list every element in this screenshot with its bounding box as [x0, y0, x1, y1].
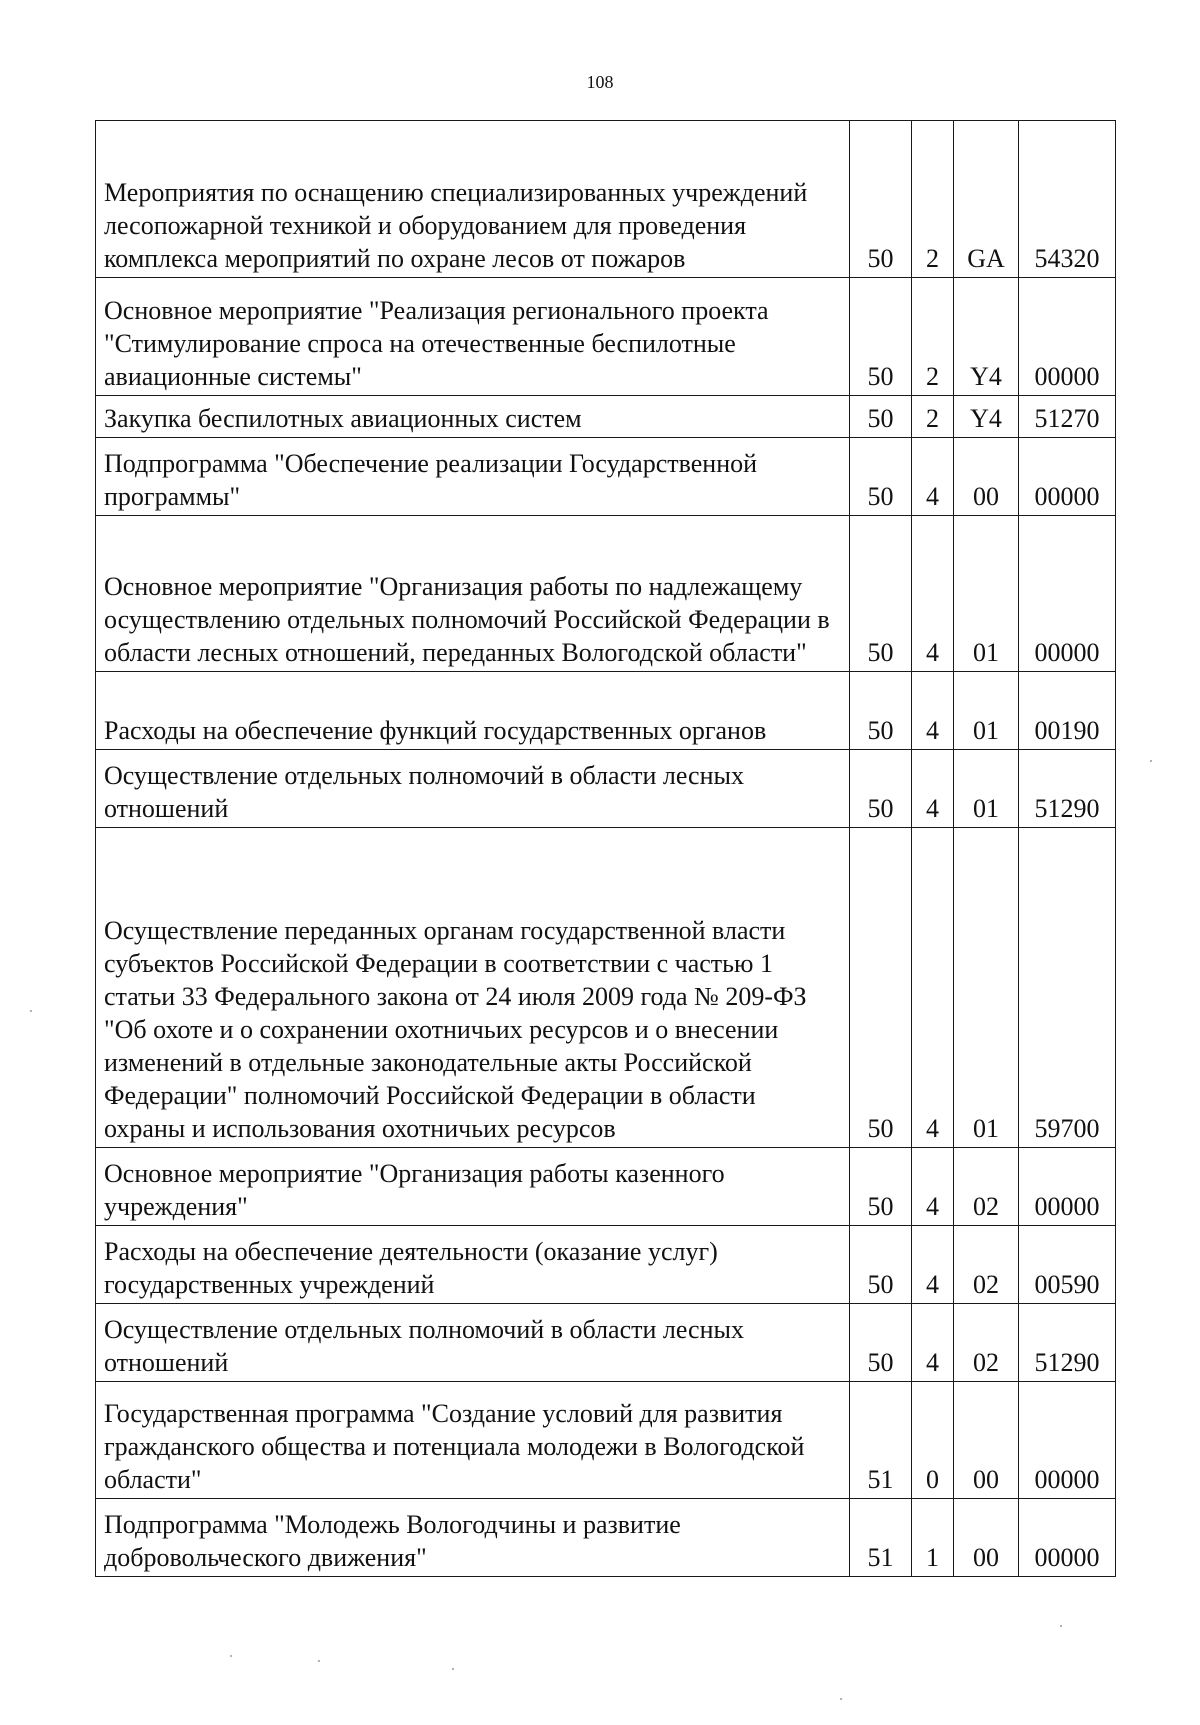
code-subprogram: 4	[912, 828, 954, 1148]
table-row	[96, 1304, 1116, 1382]
page-number: 108	[586, 72, 614, 92]
code-program: 50	[850, 1304, 912, 1382]
code-subprogram: 4	[912, 672, 954, 750]
code-event: 02	[954, 1148, 1019, 1226]
code-subprogram: 2	[912, 121, 954, 278]
table-row	[96, 1499, 1116, 1577]
row-description: Осуществление отдельных полномочий в области лесных отношений	[96, 750, 850, 828]
code-event: 00	[954, 1382, 1019, 1499]
code-subprogram: 2	[912, 396, 954, 438]
code-program: 51	[850, 1499, 912, 1577]
scan-speck	[318, 1660, 320, 1662]
code-direction: 00000	[1019, 278, 1116, 396]
budget-classification-table	[95, 120, 1116, 1577]
code-event: Y4	[954, 396, 1019, 438]
code-direction: 00190	[1019, 672, 1116, 750]
row-description: Осуществление отдельных полномочий в области лесных отношений	[96, 1304, 850, 1382]
row-description: Мероприятия по оснащению специализированных учреждений лесопожарной техникой и оборудованием для проведения комплекса мероприятий по охране лесов от пожаров	[96, 121, 850, 278]
table-row	[96, 121, 1116, 278]
row-description: Подпрограмма "Молодежь Вологодчины и развитие добровольческого движения"	[96, 1499, 850, 1577]
code-program: 50	[850, 396, 912, 438]
table-row	[96, 1148, 1116, 1226]
row-description: Основное мероприятие "Организация работы по надлежащему осуществлению отдельных полномочий Российской Федерации в области лесных отношений, переданных Вологодской области"	[96, 516, 850, 672]
code-direction: 00000	[1019, 1148, 1116, 1226]
code-event: 01	[954, 516, 1019, 672]
code-subprogram: 2	[912, 278, 954, 396]
row-description: Расходы на обеспечение деятельности (оказание услуг) государственных учреждений	[96, 1226, 850, 1304]
code-direction: 59700	[1019, 828, 1116, 1148]
table-row	[96, 438, 1116, 516]
code-event: 00	[954, 438, 1019, 516]
row-description: Основное мероприятие "Организация работы казенного учреждения"	[96, 1148, 850, 1226]
table-row	[96, 278, 1116, 396]
scan-speck	[452, 1668, 454, 1670]
code-event: 02	[954, 1304, 1019, 1382]
code-program: 50	[850, 672, 912, 750]
row-description: Основное мероприятие "Реализация регионального проекта "Стимулирование спроса на отечественные беспилотные авиационные системы"	[96, 278, 850, 396]
scan-speck	[1150, 760, 1152, 762]
code-event: 01	[954, 828, 1019, 1148]
row-description: Подпрограмма "Обеспечение реализации Государственной программы"	[96, 438, 850, 516]
code-direction: 00000	[1019, 438, 1116, 516]
table-row	[96, 828, 1116, 1148]
table-row	[96, 516, 1116, 672]
table-row	[96, 750, 1116, 828]
code-program: 50	[850, 516, 912, 672]
code-direction: 51290	[1019, 1304, 1116, 1382]
code-subprogram: 4	[912, 1226, 954, 1304]
code-program: 50	[850, 828, 912, 1148]
code-direction: 51290	[1019, 750, 1116, 828]
row-description: Расходы на обеспечение функций государственных органов	[96, 672, 850, 750]
code-subprogram: 4	[912, 438, 954, 516]
code-event: 01	[954, 750, 1019, 828]
code-event: 02	[954, 1226, 1019, 1304]
code-direction: 00000	[1019, 1382, 1116, 1499]
code-program: 51	[850, 1382, 912, 1499]
code-program: 50	[850, 750, 912, 828]
scan-speck	[230, 1655, 232, 1657]
code-subprogram: 4	[912, 1304, 954, 1382]
code-direction: 00590	[1019, 1226, 1116, 1304]
code-subprogram: 4	[912, 516, 954, 672]
table-row	[96, 1226, 1116, 1304]
code-program: 50	[850, 278, 912, 396]
scan-speck	[1060, 1625, 1062, 1627]
scan-speck	[30, 1010, 32, 1012]
code-program: 50	[850, 438, 912, 516]
row-description: Закупка беспилотных авиационных систем	[96, 396, 850, 438]
table-row	[96, 1382, 1116, 1499]
code-subprogram: 4	[912, 1148, 954, 1226]
code-direction: 54320	[1019, 121, 1116, 278]
code-event: GA	[954, 121, 1019, 278]
code-event: 01	[954, 672, 1019, 750]
code-event: Y4	[954, 278, 1019, 396]
table-row	[96, 672, 1116, 750]
code-subprogram: 1	[912, 1499, 954, 1577]
code-direction: 00000	[1019, 1499, 1116, 1577]
row-description: Осуществление переданных органам государственной власти субъектов Российской Федерации в соответствии с частью 1 статьи 33 Федерального закона от 24 июля 2009 года № 209-ФЗ "Об охоте и о сохранении охотничьих ресурсов и о внесении изменений в отдельные законодательные акты Российской Федерации" полномочий Российской Федерации в области охраны и использования охотничьих ресурсов	[96, 828, 850, 1148]
scan-speck	[840, 1698, 842, 1700]
row-description: Государственная программа "Создание условий для развития гражданского общества и потенциала молодежи в Вологодской области"	[96, 1382, 850, 1499]
code-event: 00	[954, 1499, 1019, 1577]
code-direction: 51270	[1019, 396, 1116, 438]
code-program: 50	[850, 1148, 912, 1226]
code-program: 50	[850, 1226, 912, 1304]
code-program: 50	[850, 121, 912, 278]
code-subprogram: 0	[912, 1382, 954, 1499]
code-subprogram: 4	[912, 750, 954, 828]
table-row	[96, 396, 1116, 438]
code-direction: 00000	[1019, 516, 1116, 672]
